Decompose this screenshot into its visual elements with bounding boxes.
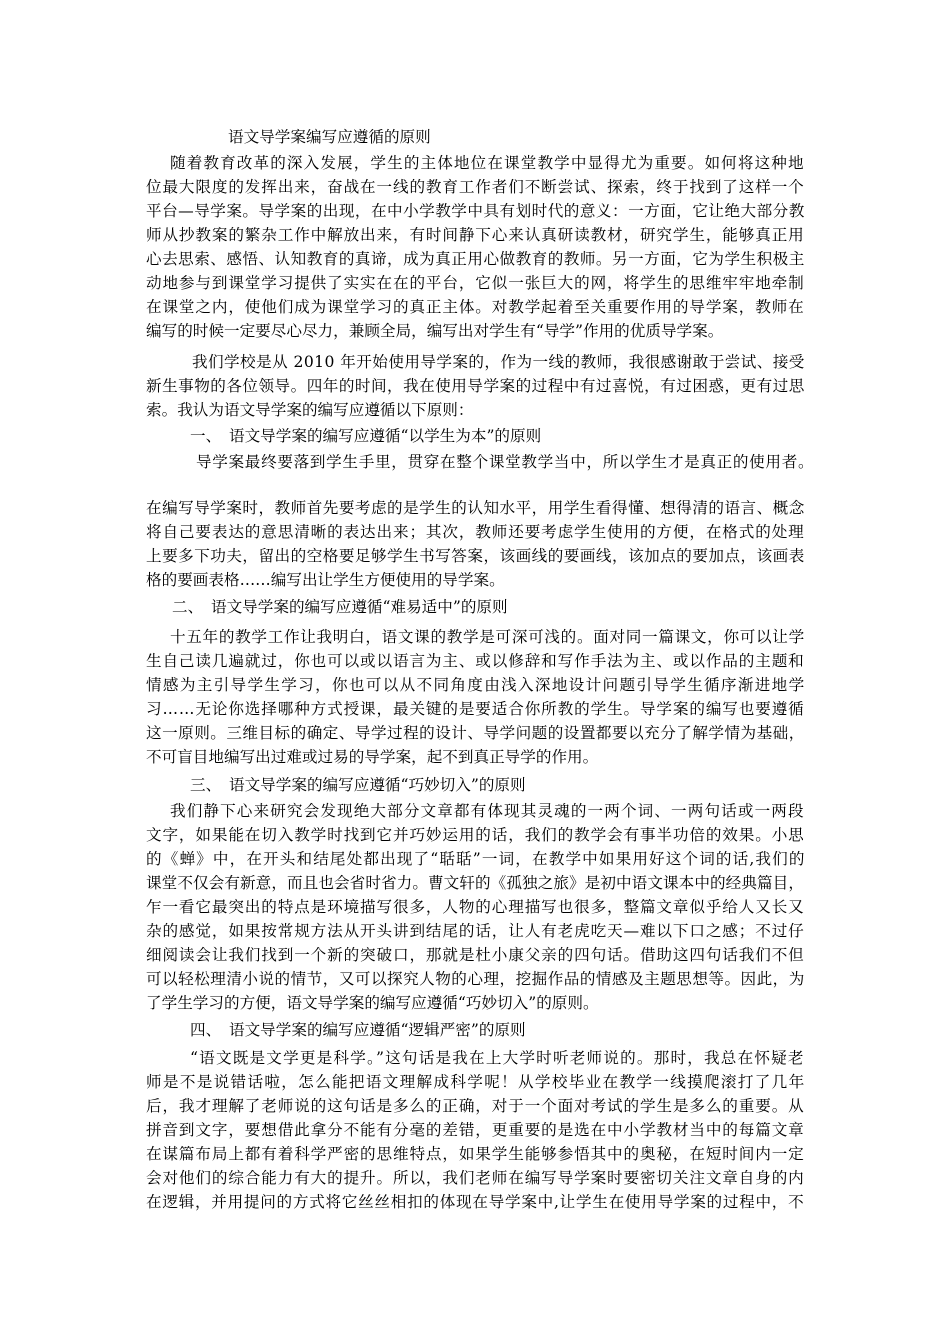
paragraph-line: 在编写导学案时，教师首先要考虑的是学生的认知水平，用学生看得懂、想得清的语言、概念 — [146, 499, 805, 517]
paragraph-line: 在谋篇布局上都有着科学严密的思维特点，如果学生能够参悟其中的奥秘，在短时间内一定 — [146, 1145, 805, 1163]
paragraph-line: “语文既是文学更是科学。”这句话是我在上大学时听老师说的。那时，我总在怀疑老 — [190, 1049, 805, 1067]
paragraph-line: 一、 语文导学案的编写应遵循“以学生为本”的原则 — [190, 427, 542, 445]
paragraph-line: 这一原则。三维目标的确定、导学过程的设计、导学问题的设置都要以充分了解学情为基础， — [146, 724, 805, 742]
paragraph-line: 乍一看它最突出的特点是环境描写很多，人物的心理描写也很多，整篇文章似乎给人又长又 — [146, 898, 805, 916]
paragraph-line: 了学生学习的方便，语文导学案的编写应遵循“巧妙切入”的原则。 — [146, 994, 599, 1012]
paragraph-line: 新生事物的各位领导。四年的时间，我在使用导学案的过程中有过喜悦，有过困惑，更有过思 — [146, 377, 805, 395]
paragraph-line: 动地参与到课堂学习提供了实实在在的平台，它似一张巨大的网，将学生的思维牢牢地牵制 — [146, 274, 805, 292]
paragraph-line: 会对他们的综合能力有大的提升。所以，我们老师在编写导学案时要密切关注文章自身的内 — [146, 1169, 805, 1187]
paragraph-line: 习……无论你选择哪种方式授课，最关键的是要适合你所教的学生。导学案的编写也要遵循 — [146, 700, 805, 718]
paragraph-line: 格的要画表格……编写出让学生方便使用的导学案。 — [146, 571, 505, 589]
paragraph-line: 拼音到文字，要想借此拿分不能有分毫的差错，更重要的是选在中小学教材当中的每篇文章 — [146, 1121, 805, 1139]
paragraph-line: 课堂不仅会有新意，而且也会省时省力。曹文轩的《孤独之旅》是初中语文课本中的经典篇目， — [146, 874, 805, 892]
paragraph-line: 的《蝉》中，在开头和结尾处都出现了“聒聒”一词，在教学中如果用好这个词的话,我们的 — [146, 850, 806, 868]
paragraph-line: 文字，如果能在切入教学时找到它并巧妙运用的话，我们的教学会有事半功倍的效果。小思 — [146, 826, 805, 844]
paragraph-line: 师从抄教案的繁杂工作中解放出来，有时间静下心来认真研读教材，研究学生，能够真正用 — [146, 226, 805, 244]
paragraph-line: 心去思索、感悟、认知教育的真谛，成为真正用心做教育的教师。另一方面，它为学生积极主 — [146, 250, 805, 268]
paragraph-line: 十五年的教学工作让我明白，语文课的教学是可深可浅的。面对同一篇课文，你可以让学 — [170, 628, 805, 646]
paragraph-line: 二、 语文导学案的编写应遵循“难易适中”的原则 — [172, 598, 508, 616]
paragraph-line: 上要多下功夫，留出的空格要足够学生书写答案，该画线的要画线，该加点的要加点，该画表 — [146, 547, 805, 565]
paragraph-line: 在课堂之内，使他们成为课堂学习的真正主体。对教学起着至关重要作用的导学案，教师在 — [146, 298, 805, 316]
paragraph-line: 可以轻松理清小说的情节，又可以探究人物的心理，挖掘作品的情感及主题思想等。因此，为 — [146, 970, 805, 988]
paragraph-line: 平台—导学案。导学案的出现，在中小学教学中具有划时代的意义：一方面，它让绝大部分教 — [146, 202, 805, 220]
document-title: 语文导学案编写应遵循的原则 — [228, 128, 431, 146]
paragraph-line: 在逻辑，并用提问的方式将它丝丝相扣的体现在导学案中,让学生在使用导学案的过程中，不 — [146, 1193, 805, 1211]
paragraph-line: 索。我认为语文导学案的编写应遵循以下原则： — [146, 401, 474, 419]
paragraph-line: 我们学校是从 2010 年开始使用导学案的，作为一线的教师，我很感谢敢于尝试、接受 — [192, 353, 805, 371]
paragraph-line: 生自己读几遍就过，你也可以或以语言为主、或以修辞和写作手法为主、或以作品的主题和 — [146, 652, 805, 670]
paragraph-line: 我们静下心来研究会发现绝大部分文章都有体现其灵魂的一两个词、一两句话或一两段 — [170, 802, 805, 820]
paragraph-line: 后，我才理解了老师说的这句话是多么的正确，对于一个面对考试的学生是多么的重要。从 — [146, 1097, 805, 1115]
paragraph-line: 师是不是说错话啦，怎么能把语文理解成科学呢！从学校毕业在教学一线摸爬滚打了几年 — [146, 1073, 806, 1091]
paragraph-line: 随着教育改革的深入发展，学生的主体地位在课堂教学中显得尤为重要。如何将这种地 — [170, 154, 805, 172]
paragraph-line: 不可盲目地编写出过难或过易的导学案，起不到真正导学的作用。 — [146, 748, 599, 766]
paragraph-line: 编写的时候一定要尽心尽力，兼顾全局，编写出对学生有“导学”作用的优质导学案。 — [146, 322, 724, 340]
paragraph-line: 杂的感觉，如果按常规方法从开头讲到结尾的话，让人有老虎吃天—难以下口之感；不过仔 — [146, 922, 805, 940]
paragraph-line: 三、 语文导学案的编写应遵循“巧妙切入”的原则 — [190, 776, 526, 794]
paragraph-line: 情感为主引导学生学习，你也可以从不同角度由浅入深地设计问题引导学生循序渐进地学 — [146, 676, 806, 694]
paragraph-line: 将自己要表达的意思清晰的表达出来；其次，教师还要考虑学生使用的方便，在格式的处理 — [146, 523, 805, 541]
paragraph-line: 四、 语文导学案的编写应遵循“逻辑严密”的原则 — [190, 1021, 526, 1039]
paragraph-line: 位最大限度的发挥出来，奋战在一线的教育工作者们不断尝试、探索，终于找到了这样一个 — [146, 178, 805, 196]
paragraph-line: 细阅读会让我们找到一个新的突破口，那就是杜小康父亲的四句话。借助这四句话我们不但 — [146, 946, 805, 964]
paragraph-line: 导学案最终要落到学生手里，贯穿在整个课堂教学当中，所以学生才是真正的使用者。 — [196, 453, 815, 471]
